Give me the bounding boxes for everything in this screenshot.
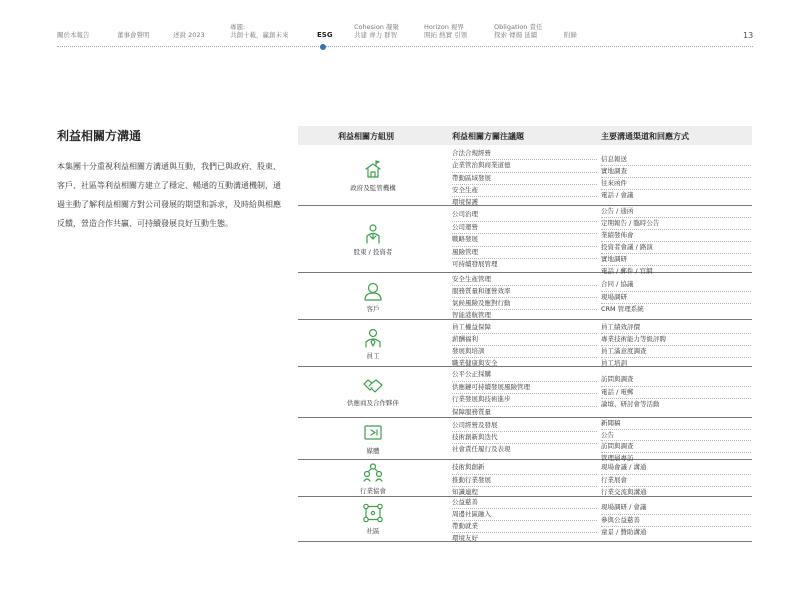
group-cell [298, 375, 448, 407]
group-label: 股東 / 投資者 [353, 248, 393, 256]
channel-item: 童景 / 贊助溝通 [601, 528, 647, 536]
topics-cell [452, 322, 597, 369]
topic-item: 合法合規經營 [452, 148, 597, 160]
topic-item: 供應鏈可持續發展風險管理 [452, 382, 597, 395]
channel-item: 員工培訓 [601, 359, 627, 367]
channel-item: 員工績效評價 [601, 322, 751, 334]
nav-esg[interactable] [317, 31, 333, 39]
topic-item: 可持續發展管理 [452, 260, 498, 268]
nav-review-2023[interactable] [173, 31, 205, 39]
table-row [298, 418, 752, 460]
nav-divider [57, 46, 753, 47]
channels-cell [601, 206, 751, 277]
topic-item: 氣候風險及應對行動 [452, 298, 597, 310]
channel-item: 參與公益慈善 [601, 515, 751, 528]
topic-item: 公司治理 [452, 209, 597, 222]
channel-item: 業績發佈會 [601, 230, 751, 242]
group-cell [298, 503, 448, 535]
channel-item: 往來函件 [601, 178, 751, 190]
topic-item: 環境保護 [452, 198, 478, 207]
topic-item: 安全生產管理 [452, 274, 597, 286]
nav-label: 探索 傳揚 延續 [494, 31, 538, 39]
group-cell [298, 281, 448, 313]
table-header [298, 126, 752, 145]
topic-item: 公司經營及發展 [452, 420, 597, 432]
channels-cell [601, 462, 751, 499]
channel-item: 員工滿意度調查 [601, 346, 751, 358]
topic-item: 技術創新與迭代 [452, 432, 597, 444]
channel-item: 新聞稿 [601, 418, 751, 430]
nav-label: 述說 2023 [173, 31, 205, 39]
group-cell [298, 224, 448, 256]
community-icon [362, 503, 384, 523]
topic-item: 員工權益保障 [452, 322, 597, 334]
channel-item: 實地調研 [601, 254, 751, 266]
topics-cell [452, 274, 597, 321]
group-cell [298, 423, 448, 455]
channel-item: 論壇、研討會等活動 [601, 400, 660, 408]
channel-item: 電話 / 會議 [601, 191, 634, 199]
group-label: 政府及監管機構 [350, 184, 396, 192]
channel-item: 專業技術能力等級評聘 [601, 334, 751, 346]
nav-label: 開拓 熱實 引領 [424, 31, 468, 39]
group-cell [298, 328, 448, 360]
topic-item: 周邊社區融入 [452, 509, 597, 521]
nav-label: 共建 齊力 群智 [354, 31, 398, 39]
group-label: 員工 [366, 352, 380, 360]
topics-cell [452, 209, 597, 271]
group-label: 社區 [366, 527, 380, 535]
topic-item: 發展與培訓 [452, 346, 597, 358]
channel-item: 現場會議 / 溝通 [601, 462, 751, 475]
topic-item: 企業管治與商業道德 [452, 160, 597, 172]
table-row [298, 320, 752, 367]
page-number: 13 [743, 31, 754, 40]
nav-appendix[interactable] [564, 31, 577, 39]
channels-cell [601, 374, 751, 411]
topic-item: 薪酬福利 [452, 334, 597, 346]
nav-label: Obligation 責任 [494, 23, 543, 31]
channel-item: CRM 管理系統 [601, 305, 644, 313]
table-row [298, 147, 752, 206]
section-title: 利益相關方溝通 [57, 129, 142, 143]
investor-icon [362, 224, 384, 244]
channel-item: 公告 / 通函 [601, 206, 751, 218]
topics-cell [452, 148, 597, 208]
group-label: 媒體 [366, 447, 380, 455]
channel-item: 行業交流與溝通 [601, 488, 647, 496]
nav-board-statement[interactable] [117, 31, 150, 39]
nav-horizon[interactable] [424, 23, 467, 39]
group-label: 客戶 [366, 305, 380, 313]
channels-cell [601, 322, 751, 369]
topic-item: 公益慈善 [452, 497, 597, 509]
group-cell [298, 160, 448, 192]
top-navigation [0, 0, 809, 50]
channels-cell [601, 154, 751, 201]
nav-obligation[interactable] [494, 23, 542, 39]
channel-item: 投資者會議 / 路演 [601, 242, 751, 254]
topic-item: 智能港航管理 [452, 311, 491, 319]
topic-item: 行業發展與技術進步 [452, 394, 597, 407]
employee-icon [362, 328, 384, 348]
channel-item: 現場調研 / 會議 [601, 502, 751, 515]
channel-item: 合同 / 協議 [601, 279, 751, 292]
table-row [298, 367, 752, 418]
nav-label: Cohesion 凝聚 [354, 23, 399, 31]
nav-about-report[interactable] [57, 31, 90, 39]
header-channels: 主要溝通渠道和回應方式 [601, 132, 689, 141]
topics-cell [452, 420, 597, 455]
topic-item: 知識連程 [452, 488, 478, 496]
topic-item: 帶動區域發展 [452, 173, 597, 185]
group-label: 行業協會 [360, 487, 386, 495]
nav-label: 專題: [230, 23, 246, 31]
channel-item: 行業展會 [601, 475, 751, 488]
topic-item: 技術與創新 [452, 462, 597, 475]
customer-icon [362, 281, 384, 301]
channels-cell [601, 418, 751, 463]
channel-item: 管理層專訪 [601, 453, 634, 462]
table-row [298, 206, 752, 273]
current-section-marker [320, 44, 326, 50]
group-label: 供應商及合作夥伴 [347, 399, 399, 407]
topic-item: 帶動就業 [452, 521, 597, 533]
association-icon [362, 463, 384, 483]
channel-item: 訪問與調查 [601, 374, 751, 387]
nav-label: 關於本報告 [57, 31, 90, 39]
nav-label: 董事會聲明 [117, 31, 150, 39]
topic-item: 社會責任履行及表現 [452, 445, 511, 453]
channel-item: 現場調研 [601, 292, 751, 305]
nav-label: Horizon 視界 [424, 23, 464, 31]
partner-handshake-icon [362, 375, 384, 395]
topic-item: 保障服務質量 [452, 407, 491, 416]
table-row [298, 273, 752, 320]
nav-label: 共創十載，贏創未來 [230, 31, 289, 39]
group-cell [298, 463, 448, 495]
nav-label: ESG [317, 31, 333, 39]
nav-cohesion[interactable] [354, 23, 399, 39]
topics-cell [452, 497, 597, 544]
channel-item: 訪問與調查 [601, 441, 751, 453]
channel-item: 信息報送 [601, 154, 751, 166]
intro-paragraph: 本集團十分重視利益相關方溝通與互動，我們已與政府、股東、客戶、社區等利益相關方建立了穩定、暢通的互動溝通機制，通過主動了解利益相關方對公司發展的期望和訴求，及時給與相應反饋，營造合作共贏、可持續發展良好互動生態。 [57, 162, 281, 228]
table-row [298, 497, 752, 542]
channel-item: 實地調查 [601, 166, 751, 178]
channels-cell [601, 279, 751, 316]
topic-item: 戰略發展 [452, 234, 597, 247]
topic-item: 安全生產 [452, 185, 597, 197]
table-row [298, 460, 752, 497]
channels-cell [601, 502, 751, 539]
topics-cell [452, 369, 597, 418]
channel-item: 電話 / 電郵 [601, 387, 751, 400]
topic-item: 服務質量和運營效率 [452, 286, 597, 298]
header-stakeholder-group: 利益相關方組別 [338, 132, 394, 141]
nav-special-topic[interactable] [230, 23, 289, 39]
topic-item: 風險管理 [452, 247, 597, 260]
channel-item: 公告 [601, 430, 751, 442]
topic-item: 職業健康與安全 [452, 359, 498, 367]
topic-item: 公司運營 [452, 222, 597, 235]
channel-item: 電話 / 郵件 / 官網 [601, 267, 653, 275]
channel-item: 定期報告 / 臨時公告 [601, 218, 751, 230]
media-icon [362, 423, 384, 443]
nav-label: 附錄 [564, 31, 577, 39]
topic-item: 推動行業發展 [452, 475, 597, 488]
topic-item: 公平公正採購 [452, 369, 597, 382]
topics-cell [452, 462, 597, 499]
header-concerns: 利益相關方關注議題 [452, 132, 524, 141]
topic-item: 環境友好 [452, 534, 478, 542]
government-icon [362, 160, 384, 180]
